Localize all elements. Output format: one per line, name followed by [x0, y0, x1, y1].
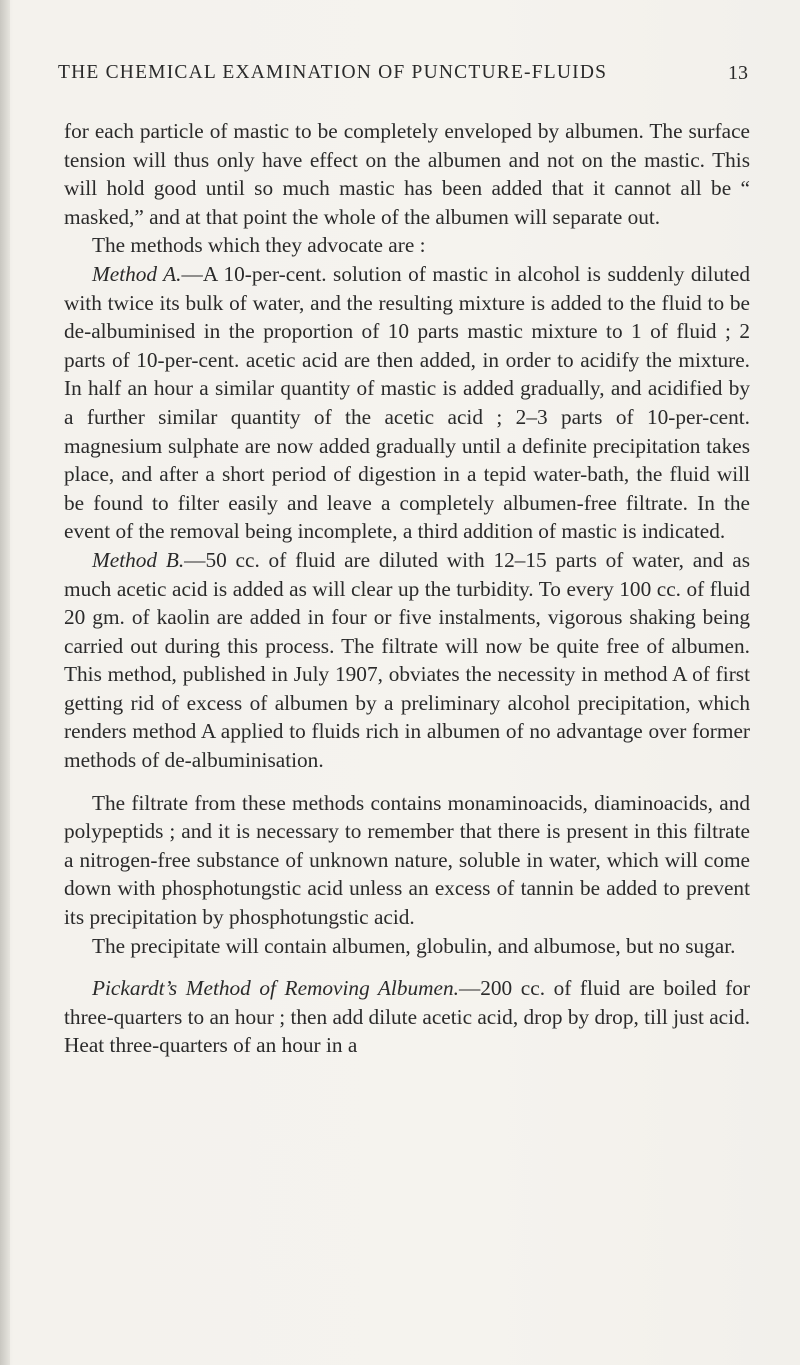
paragraph-text: The filtrate from these methods contains monaminoacids, diaminoacids, and polypeptids ; and it is necessary to remember that there is present in this filtrate a nitrogen-free substance of unknown nature, soluble in water, which will come down with phosphotungstic acid unless an excess of tannin be added to prevent its precipitation by phosphotungstic acid.	[64, 790, 750, 930]
paragraph-precipitate	[64, 932, 750, 961]
paragraph-filtrate	[64, 789, 750, 932]
paragraph-method-a	[64, 260, 750, 546]
paragraph-method-b	[64, 546, 750, 775]
paragraph-methods-intro	[64, 231, 750, 260]
method-a-heading: Method A.	[92, 261, 182, 286]
body-text	[64, 117, 750, 1060]
binding-shadow	[0, 0, 10, 1365]
paragraph-text: —50 cc. of fluid are diluted with 12–15 parts of water, and as much acetic acid is added as will clear up the turbidity. To every 100 cc. of fluid 20 gm. of kaolin are added in four or five instalments, vigorous shaking being carried out during this process. The filtrate will now be quite free of albumen. This method, published in July 1907, obviates the necessity in method A of first getting rid of excess of albumen by a preliminary alcohol precipitation, which renders method A applied to fluids rich in albumen of no advantage over former methods of de-albuminisation.	[64, 547, 750, 773]
running-head-title: THE CHEMICAL EXAMINATION OF PUNCTURE-FLUIDS	[58, 62, 608, 83]
paragraph-pickardt-method	[64, 974, 750, 1060]
paragraph-continuation	[64, 117, 750, 231]
paragraph-text: The methods which they advocate are :	[92, 233, 426, 258]
pickardt-method-heading: Pickardt’s Method of Removing Albumen.	[92, 976, 459, 1001]
method-b-heading: Method B.	[92, 547, 185, 572]
paragraph-text: The precipitate will contain albumen, globulin, and albumose, but no sugar.	[92, 933, 736, 958]
paragraph-text: —A 10-per-cent. solution of mastic in alcohol is suddenly diluted with twice its bulk of water, and the resulting mixture is added to the fluid to be de-albuminised in the proportion of 10 parts mastic mixture to 1 of fluid ; 2 parts of 10-per-cent. acetic acid are then added, in order to acidify the mixture. In half an hour a similar quantity of mastic is added gradually, and acidified by a further similar quantity of the acetic acid ; 2–3 parts of 10-per-cent. magnesium sulphate are now added gradually until a definite precipitation takes place, and after a short period of digestion in a tepid water-bath, the fluid will be found to filter easily and leave a completely albumen-free filtrate. In the event of the removal being incomplete, a third addition of mastic is indicated.	[64, 261, 751, 544]
paragraph-text: —200 cc. of fluid are boiled for three-quarters to an hour ; then add dilute acetic acid, drop by drop, till just acid. Heat three-quarters of an hour in a	[64, 976, 751, 1058]
page-number: 13	[728, 62, 748, 84]
running-head	[58, 62, 748, 92]
paragraph-text: for each particle of mastic to be completely enveloped by albumen. The surface tension will thus only have effect on the albumen and not on the mastic. This will hold good until so much mastic has been added that it cannot all be “ masked,” and at that point the whole of the albumen will separate out.	[64, 119, 750, 229]
